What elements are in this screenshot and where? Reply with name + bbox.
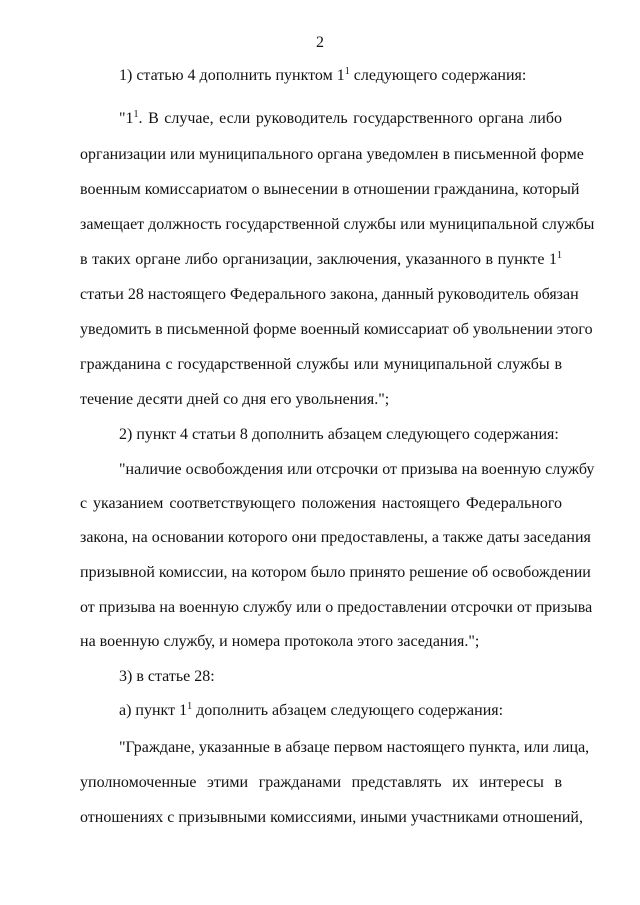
text-run: дополнить абзацем следующего содержания: bbox=[192, 702, 504, 719]
paragraph-line: течение десяти дней со дня его увольнения."; bbox=[80, 391, 390, 408]
text-run: следующего содержания: bbox=[349, 67, 527, 84]
text-run: 1) статью 4 дополнить пунктом 1 bbox=[119, 67, 345, 84]
paragraph-line: военным комиссариатом о вынесении в отношении гражданина, который bbox=[80, 181, 580, 198]
paragraph-line: "Граждане, указанные в абзаце первом настоящего пункта, или лица, bbox=[119, 739, 590, 756]
paragraph-line: замещает должность государственной службы или муниципальной службы bbox=[80, 216, 595, 233]
text-run: в таких органе либо организации, заключения, указанного в пункте 1 bbox=[80, 251, 557, 268]
superscript: 1 bbox=[187, 701, 193, 712]
paragraph-line: отношениях с призывными комиссиями, иными участниками отношений, bbox=[80, 809, 583, 826]
superscript: 1 bbox=[557, 250, 562, 261]
paragraph-line: 2) пункт 4 статьи 8 дополнить абзацем следующего содержания: bbox=[119, 426, 559, 443]
paragraph-line: статьи 28 настоящего Федерального закона, данный руководитель обязан bbox=[80, 286, 579, 303]
text-run: "1 bbox=[119, 110, 134, 127]
paragraph-line: уведомить в письменной форме военный комиссариат об увольнении этого bbox=[80, 321, 593, 338]
superscript: 1 bbox=[344, 66, 350, 77]
paragraph-line: с указанием соответствующего положения настоящего Федерального bbox=[80, 495, 562, 512]
text-run: а) пункт 1 bbox=[119, 702, 188, 719]
page-number: 2 bbox=[316, 34, 324, 51]
paragraph-line bbox=[119, 109, 562, 129]
paragraph-line: гражданина с государственной службы или муниципальной службы в bbox=[80, 356, 562, 373]
paragraph-line: призывной комиссии, на котором было принято решение об освобождении bbox=[80, 564, 591, 581]
paragraph-line: 3) в статье 28: bbox=[119, 668, 215, 685]
paragraph-line: закона, на основании которого они предоставлены, а также даты заседания bbox=[80, 529, 591, 546]
paragraph-line: "наличие освобождения или отсрочки от призыва на военную службу bbox=[119, 461, 595, 478]
text-run: . В случае, если руководитель государственного органа либо bbox=[138, 110, 562, 127]
paragraph-line bbox=[80, 250, 562, 270]
paragraph-line bbox=[119, 701, 562, 721]
paragraph-line: на военную службу, и номера протокола этого заседания."; bbox=[80, 633, 480, 650]
paragraph-line: уполномоченные этими гражданами представлять их интересы в bbox=[80, 774, 562, 791]
paragraph-line bbox=[119, 66, 562, 86]
paragraph-line: организации или муниципального органа уведомлен в письменной форме bbox=[80, 146, 584, 163]
paragraph-line: от призыва на военную службу или о предоставлении отсрочки от призыва bbox=[80, 599, 593, 616]
superscript: 1 bbox=[133, 109, 139, 120]
